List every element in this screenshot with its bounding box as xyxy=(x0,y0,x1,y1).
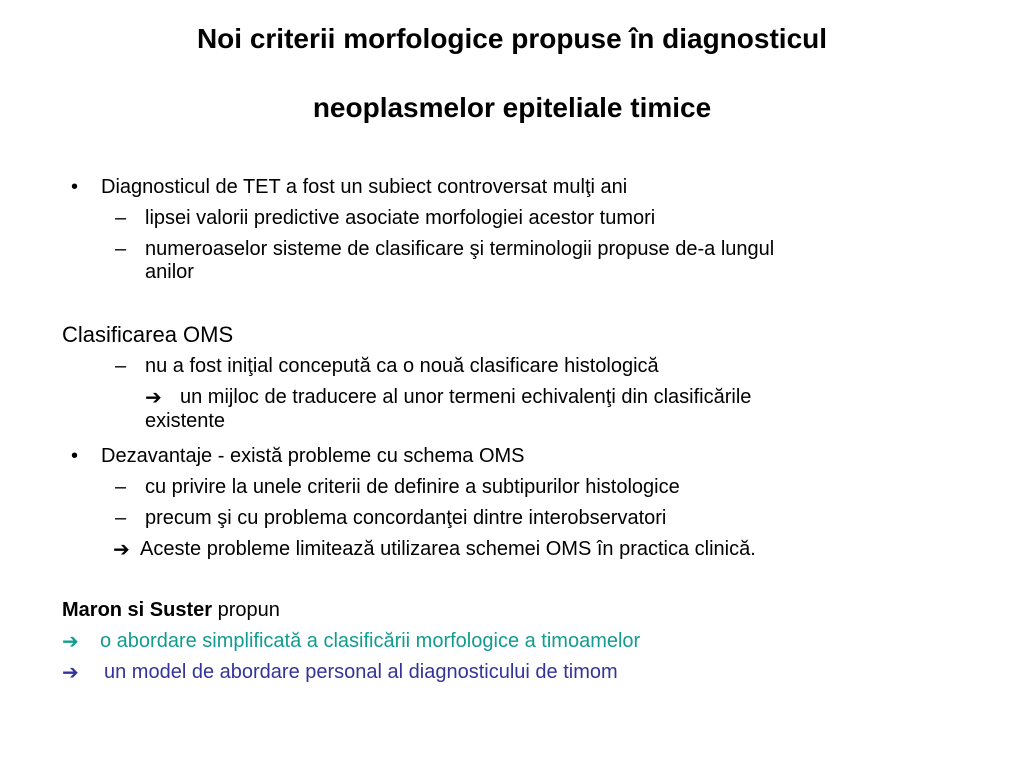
dash-marker: – xyxy=(115,238,127,260)
authors-verb: propun xyxy=(212,599,280,621)
slide-title-line-1: Noi criterii morfologice propuse în diagnosticul xyxy=(196,23,828,54)
dash-marker: – xyxy=(115,207,127,229)
bullet-marker: • xyxy=(71,445,79,467)
arrow-right-icon: ➔ xyxy=(62,660,79,684)
proposal-simplified-approach: o abordare simplificată a clasificării morfologice a timoamelor xyxy=(100,630,641,652)
sub-item-classification-systems-cont: anilor xyxy=(145,261,194,283)
bullet-text-disadvantages: Dezavantaje - există probleme cu schema OMS xyxy=(101,445,525,467)
arrow-right-icon: ➔ xyxy=(113,537,130,561)
sub-item-classification-systems: numeroaselor sisteme de clasificare şi terminologii propuse de-a lungul xyxy=(145,238,775,260)
arrow-right-icon: ➔ xyxy=(145,385,162,409)
conclusion-text: Aceste probleme limitează utilizarea schemei OMS în practica clinică. xyxy=(140,538,756,560)
proposal-personal-model: un model de abordare personal al diagnosticului de timom xyxy=(104,661,618,683)
dash-marker: – xyxy=(115,507,127,529)
bullet-marker: • xyxy=(71,176,79,198)
sub-item-predictive: lipsei valorii predictive asociate morfologiei acestor tumori xyxy=(145,207,656,229)
bullet-text-tet: Diagnosticul de TET a fost un subiect controversat mulţi ani xyxy=(101,176,628,198)
translation-means-text: un mijloc de traducere al unor termeni echivalenţi din clasificările xyxy=(180,386,752,408)
dash-marker: – xyxy=(115,476,127,498)
sub-item-interobserver: precum şi cu problema concordanţei dintre interobservatori xyxy=(145,507,667,529)
sub-item-not-conceived: nu a fost iniţial concepută ca o nouă clasificare histologică xyxy=(145,355,659,377)
dash-marker: – xyxy=(115,355,127,377)
translation-means-text-cont: existente xyxy=(145,410,226,432)
heading-who-classification: Clasificarea OMS xyxy=(62,322,234,347)
authors-line xyxy=(62,599,280,622)
sub-item-subtype-criteria: cu privire la unele criterii de definire a subtipurilor histologice xyxy=(145,476,680,498)
authors-name: Maron si Suster xyxy=(62,599,213,621)
slide-title-line-2: neoplasmelor epiteliale timice xyxy=(312,92,712,123)
arrow-right-icon: ➔ xyxy=(62,629,79,653)
